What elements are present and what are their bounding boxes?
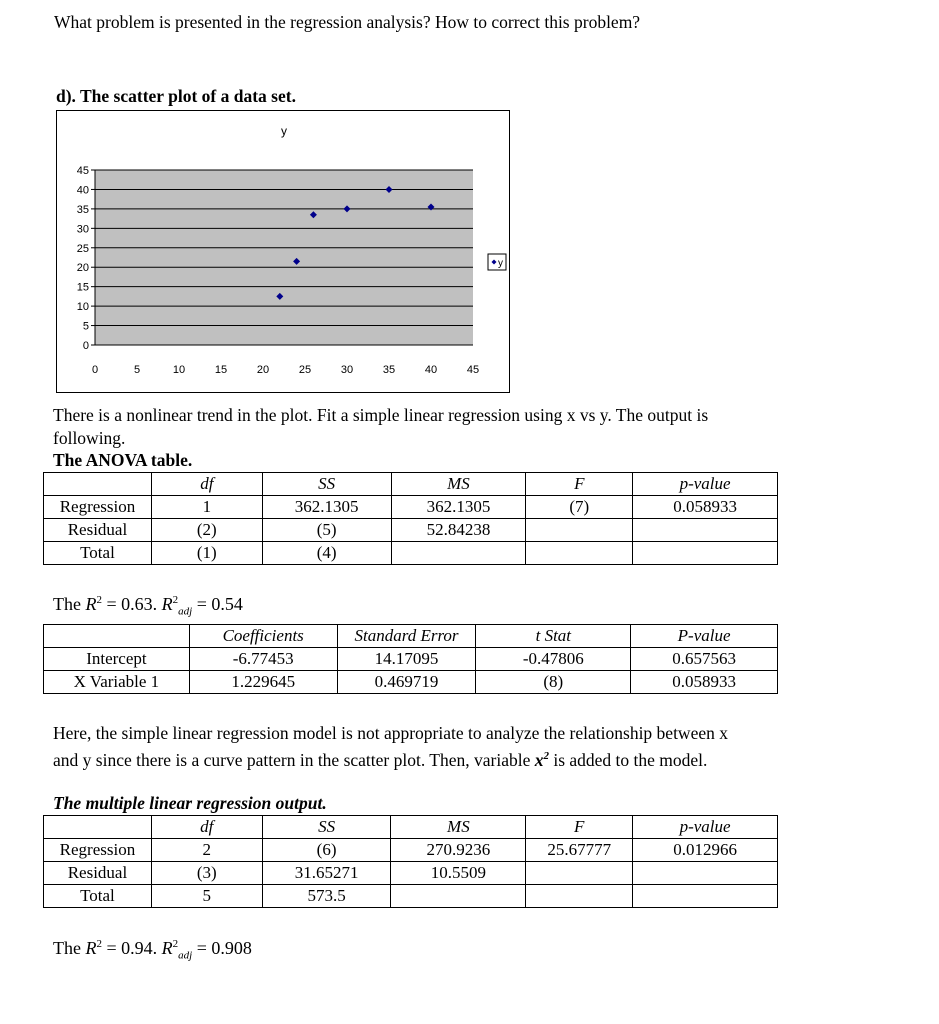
table-cell [633,542,778,565]
table-header-cell [44,473,152,496]
legend-label: y [498,258,503,269]
table-row [44,671,778,694]
table-cell: 573.5 [262,885,391,908]
table-cell: Residual [44,519,152,542]
table-header-cell [44,816,152,839]
table-cell: 362.1305 [262,496,391,519]
table-header-cell: SS [262,816,391,839]
table-header-row [44,473,778,496]
paragraph-nonlinear-trend: There is a nonlinear trend in the plot. Fit a simple linear regression using x vs y. The output is following. [53,405,709,448]
table-cell: 0.469719 [337,671,476,694]
para2-text-a: Here, the simple linear regression model is not appropriate to analyze the relationship between x and y since there is a curve pattern in the scatter plot. Then, variable [53,723,728,770]
x-tick-label: 5 [133,364,141,376]
table-cell: 0.058933 [633,496,778,519]
table-header-cell: df [151,473,262,496]
legend-box [488,254,506,270]
table-cell [633,885,778,908]
x-tick-label: 45 [466,364,480,376]
table-header-cell: MS [391,816,526,839]
adj-r2-symbol: R [161,594,173,614]
table-cell: (7) [526,496,633,519]
table-cell: 0.058933 [631,671,778,694]
table-row [44,542,778,565]
y-tick-label: 20 [76,262,89,275]
table-header-cell: P-value [631,625,778,648]
table-header-cell: df [151,816,262,839]
r2-symbol: R [85,938,97,958]
table-cell: 14.17095 [337,648,476,671]
r2-prefix: The [53,938,81,958]
table-cell: Total [44,885,152,908]
table-cell: (5) [262,519,391,542]
table-cell: 2 [151,839,262,862]
adj-r2-value: = 0.908 [196,938,252,958]
y-tick-label: 5 [82,320,89,333]
x-tick-label: 15 [214,364,228,376]
x-tick-label: 25 [298,364,312,376]
table-cell [526,542,633,565]
table-cell: 1.229645 [189,671,337,694]
table-cell: -0.47806 [476,648,631,671]
r2-value: = 0.94. [106,938,158,958]
y-tick-label: 30 [76,223,89,236]
table-header-cell: Coefficients [189,625,337,648]
adj-r2-symbol: R [161,938,173,958]
table-header-cell: F [526,473,633,496]
para2-text-b: is added to the model. [553,749,708,770]
plot-area [95,170,473,345]
table-row [44,496,778,519]
table-cell [391,885,526,908]
table-cell: 25.67777 [526,839,633,862]
table-cell: 1 [151,496,262,519]
adj-subscript: adj [178,949,193,962]
table-cell [633,519,778,542]
table-row [44,839,778,862]
table-cell: 0.657563 [631,648,778,671]
table-header-row [44,816,778,839]
table-cell [391,542,526,565]
x-tick-label: 35 [382,364,396,376]
table-cell [633,862,778,885]
table-row [44,648,778,671]
r2-symbol: R [85,594,97,614]
anova-table [43,472,778,565]
anova-table-title: The ANOVA table. [53,450,193,470]
table-cell: 10.5509 [391,862,526,885]
coefficients-table [43,624,778,694]
table-header-cell: SS [262,473,391,496]
table-cell: (2) [151,519,262,542]
scatter-chart-svg [57,111,509,392]
x-tick-label: 10 [172,364,186,376]
table-header-cell: F [526,816,633,839]
x-tick-label: 40 [424,364,438,376]
section-heading: d). The scatter plot of a data set. [56,86,296,106]
table-header-cell: t Stat [476,625,631,648]
r-squared-line-1: The $R^2 = 0.63$. $R^2_{adj} = 0.54$ [53,594,243,618]
table-row [44,885,778,908]
x-tick-label: 20 [256,364,270,376]
table-cell: 52.84238 [391,519,526,542]
r2-prefix: The [53,594,81,614]
table-cell: 31.65271 [262,862,391,885]
table-cell: 5 [151,885,262,908]
mlr-output-title: The multiple linear regression output. [53,793,327,813]
scatter-chart [56,110,510,393]
table-cell: Total [44,542,152,565]
table-cell: 0.012966 [633,839,778,862]
table-header-cell [44,625,190,648]
table-cell: (1) [151,542,262,565]
table-cell: -6.77453 [189,648,337,671]
mlr-anova-table [43,815,778,908]
table-row [44,519,778,542]
x-tick-label: 30 [340,364,354,376]
y-tick-label: 45 [76,165,89,177]
table-cell: (4) [262,542,391,565]
x-tick-label: 0 [91,364,99,376]
table-cell: 270.9236 [391,839,526,862]
r2-value: = 0.63. [106,594,158,614]
r-squared-line-2: The $R^2 = 0.94$. $R^2_{adj} = 0.908$ [53,938,252,962]
y-tick-label: 10 [76,301,89,314]
table-header-cell: p-value [633,816,778,839]
table-cell: Regression [44,839,152,862]
table-cell: X Variable 1 [44,671,190,694]
table-cell: Residual [44,862,152,885]
paragraph-curve-pattern [53,722,753,772]
table-cell [526,885,633,908]
table-cell [526,862,633,885]
chart-title: y [281,124,287,138]
table-row [44,862,778,885]
y-tick-label: 15 [76,281,89,294]
y-tick-label: 40 [76,184,89,197]
table-cell: Intercept [44,648,190,671]
table-cell: 362.1305 [391,496,526,519]
table-header-cell: p-value [633,473,778,496]
table-header-row [44,625,778,648]
table-cell [526,519,633,542]
y-tick-label: 35 [76,203,89,216]
table-header-cell: Standard Error [337,625,476,648]
table-cell: Regression [44,496,152,519]
table-header-cell: MS [391,473,526,496]
adj-r2-value: = 0.54 [196,594,243,614]
y-tick-label: 25 [76,242,89,255]
x-squared-variable: $x^2$ [534,749,549,770]
table-cell: (3) [151,862,262,885]
table-cell: (6) [262,839,391,862]
y-tick-label: 0 [82,340,89,352]
question-text: What problem is presented in the regression analysis? How to correct this problem? [54,12,641,32]
adj-subscript: adj [178,605,193,618]
table-cell: (8) [476,671,631,694]
